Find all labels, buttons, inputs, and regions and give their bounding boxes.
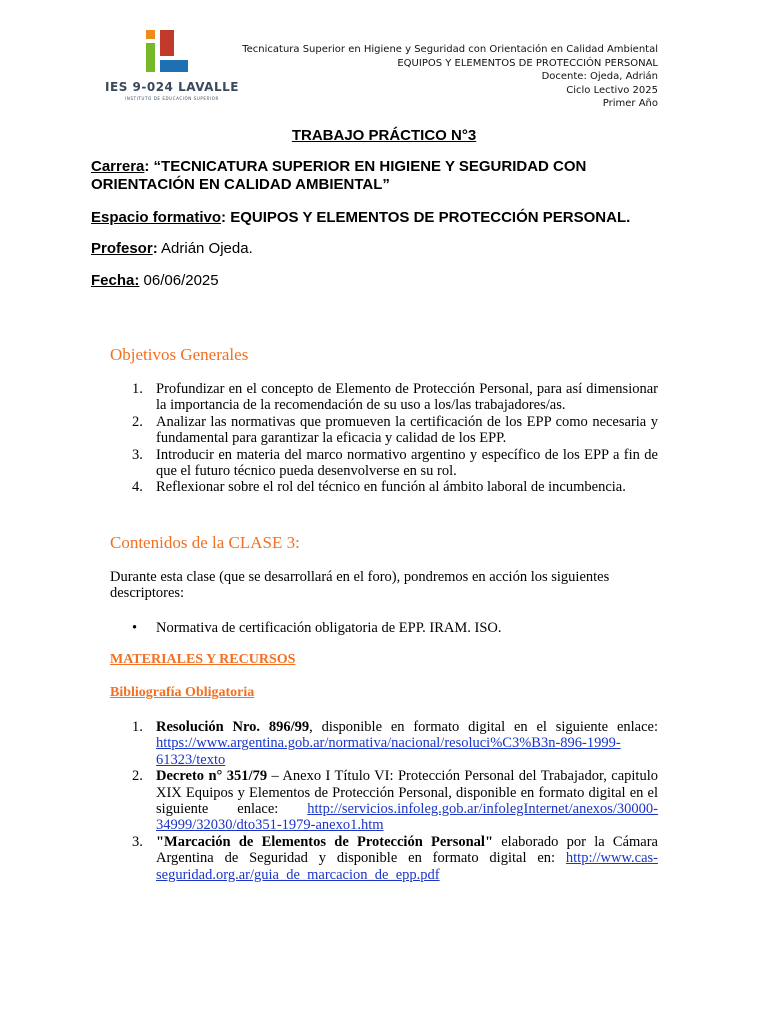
field-fecha-value: 06/06/2025: [139, 272, 219, 289]
field-espacio-label: Espacio formativo: [91, 209, 222, 226]
decreto-link[interactable]: http://servicios.infoleg.gob.ar/infolegInternet/anexos/30000-34999/32030/dto351-1979-anexo1.htm: [156, 801, 658, 834]
bibliografia-heading: Bibliografía Obligatoria: [110, 685, 255, 700]
contenidos-list: [110, 620, 658, 636]
objetivos-list: [110, 381, 658, 496]
field-fecha-label: Fecha:: [91, 272, 140, 289]
guia-marcacion-link[interactable]: http://www.cas-seguridad.org.ar/guia_de_marcacion_de_epp.pdf: [156, 850, 658, 883]
institution-logo: [104, 28, 240, 104]
materiales-heading: MATERIALES Y RECURSOS: [110, 652, 296, 667]
header-line-teacher: Docente: Ojeda, Adrián: [541, 71, 658, 83]
field-carrera-value: : “TECNICATURA SUPERIOR EN HIGIENE Y SEGURIDAD CON ORIENTACIÓN EN CALIDAD AMBIENTAL”: [91, 158, 587, 193]
logo-mark-icon: [142, 28, 188, 78]
logo-subtitle: INSTITUTO DE EDUCACIÓN SUPERIOR: [125, 96, 219, 101]
list-item: 3. "Marcación de Elementos de Protección Personal" elaborado por la Cámara Argentina de Seguridad y disponible en formato digital en: http://www.cas-seguridad.org.ar/guia_de_marcacion_de_epp.pdf: [132, 833, 658, 883]
document-header: [242, 43, 658, 111]
contenidos-heading: Contenidos de la CLASE 3:: [110, 533, 300, 552]
field-profesor: [91, 240, 671, 258]
field-espacio: [91, 209, 671, 227]
bullet-icon: •: [132, 620, 138, 636]
header-line-subject: EQUIPOS Y ELEMENTOS DE PROTECCIÓN PERSONAL: [397, 57, 658, 69]
list-item: 4. Reflexionar sobre el rol del técnico en función al ámbito laboral de incumbencia.: [132, 479, 626, 496]
list-item: • Normativa de certificación obligatoria de EPP. IRAM. ISO.: [132, 620, 502, 636]
field-fecha: [91, 272, 671, 290]
header-line-level: Primer Año: [602, 98, 658, 110]
list-item: 1. Resolución Nro. 896/99, disponible en formato digital en el siguiente enlace: https://www.argentina.gob.ar/normativa/nacional/resoluci%C3%B3n-896-1999-61323/texto: [132, 719, 658, 768]
field-carrera-label: Carrera: [91, 158, 145, 175]
resolucion-link[interactable]: https://www.argentina.gob.ar/normativa/nacional/resoluci%C3%B3n-896-1999-61323/texto: [156, 735, 621, 768]
field-profesor-label: Profesor: [91, 240, 153, 257]
field-espacio-value: : EQUIPOS Y ELEMENTOS DE PROTECCIÓN PERSONAL.: [221, 209, 631, 226]
list-item: 2. Analizar las normativas que promueven la certificación de los EPP como necesaria y fundamental para garantizar la eficacia y calidad de los EPP.: [132, 413, 658, 447]
logo-name: IES 9-024 LAVALLE: [105, 80, 239, 94]
field-carrera: [91, 158, 671, 194]
bibliografia-list: [110, 719, 658, 883]
header-line-year: Ciclo Lectivo 2025: [566, 84, 658, 96]
field-profesor-sep: :: [152, 240, 158, 257]
contenidos-intro: Durante esta clase (que se desarrollará en el foro), pondremos en acción los siguientes descriptores:: [110, 569, 610, 602]
document-title: TRABAJO PRÁCTICO N°3: [291, 127, 477, 144]
objetivos-heading: Objetivos Generales: [110, 345, 249, 364]
list-item: 3. Introducir en materia del marco normativo argentino y específico de los EPP a fin de que el futuro técnico pueda desenvolverse en su rol.: [132, 446, 658, 480]
list-item: 1. Profundizar en el concepto de Elemento de Protección Personal, para así dimensionar la importancia de la recomendación de su uso a los/las trabajadores/as.: [132, 381, 658, 414]
header-line-program: Tecnicatura Superior en Higiene y Seguridad con Orientación en Calidad Ambiental: [242, 44, 658, 55]
list-item: 2. Decreto n° 351/79 – Anexo I Título VI: Protección Personal del Trabajador, capitulo XIX Equipos y Elementos de Protección Personal, disponible en formato digital en el siguiente enlace: http://servicios.infoleg.gob.ar/infolegInternet/anexos/30000-34999/32030/dto351-1979-anexo1.htm: [132, 768, 658, 834]
field-profesor-value: Adrián Ojeda.: [157, 240, 253, 257]
